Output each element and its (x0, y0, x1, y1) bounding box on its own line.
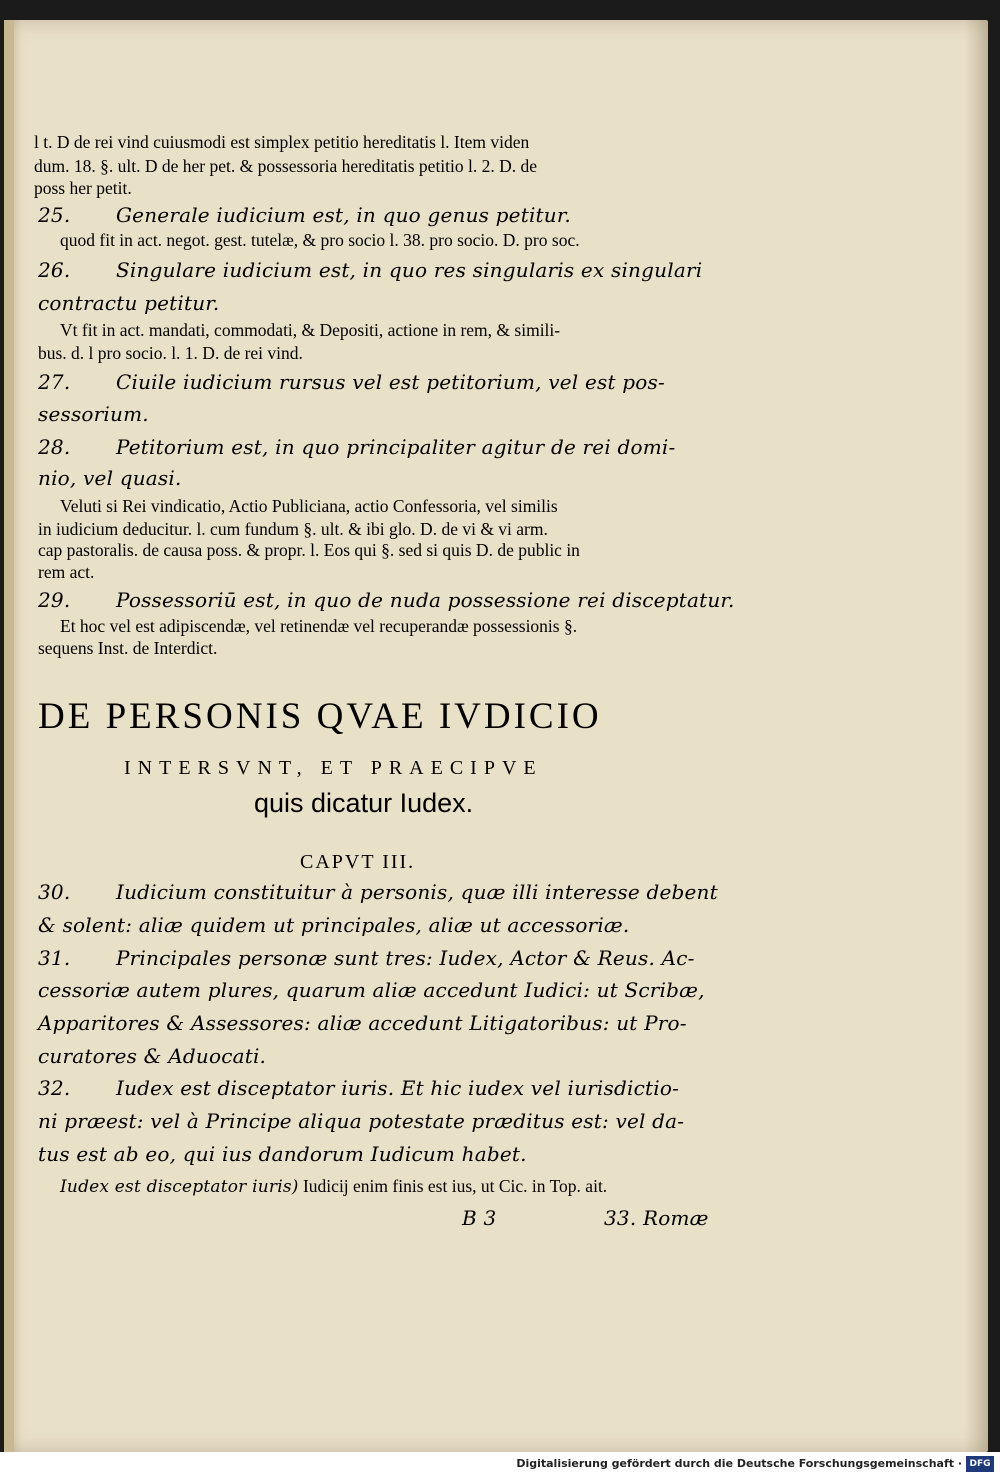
numbered-item-26 (38, 260, 702, 280)
text-line: sessorium. (38, 402, 149, 426)
numbered-item-32 (38, 1078, 679, 1098)
signature-mark: B 3 (462, 1206, 497, 1230)
text-line: bus. d. l pro socio. l. 1. D. de rei vind. (38, 343, 303, 363)
funding-notice: Digitalisierung gefördert durch die Deutsche Forschungsgemeinschaft · (516, 1457, 962, 1470)
numbered-item-31 (38, 948, 695, 968)
item-text: Generale iudicium est, in quo genus petitur. (116, 203, 571, 227)
text-line: Et hoc vel est adipiscendæ, vel retinendæ vel recuperandæ possessionis §. (60, 616, 578, 636)
numbered-item-30 (38, 882, 718, 902)
text-line: cessoriæ autem plures, quarum aliæ accedunt Iudici: ut Scribæ, (38, 978, 705, 1002)
text-line: ni præest: vel à Principe aliqua potestate præditus est: vel da- (38, 1109, 685, 1133)
item-number: 29. (38, 588, 71, 612)
text-line: rem act. (38, 562, 95, 582)
commentary-text: Iudicij enim finis est ius, ut Cic. in Top. ait. (298, 1176, 608, 1196)
item-number: 27. (38, 370, 71, 394)
item-text: Iudex est disceptator iuris. Et hic iudex vel iurisdictio- (116, 1076, 680, 1100)
item-text: Possessoriū est, in quo de nuda possessione rei disceptatur. (116, 588, 735, 612)
text-line: curatores & Aduocati. (38, 1044, 267, 1068)
item-text: Petitorium est, in quo principaliter agitur de rei domi- (116, 435, 676, 459)
text-line: dum. 18. §. ult. D de her pet. & possessoria hereditatis petitio l. 2. D. de (34, 156, 538, 176)
text-line: quod fit in act. negot. gest. tutelæ, & pro socio l. 38. pro socio. D. pro soc. (60, 230, 580, 250)
text-line: Apparitores & Assessores: aliæ accedunt Litigatoribus: ut Pro- (38, 1011, 687, 1035)
numbered-item-29 (38, 590, 735, 610)
text-line: & solent: aliæ quidem ut principales, aliæ ut accessoriæ. (38, 913, 630, 937)
page-edge (4, 20, 14, 1452)
item-number: 28. (38, 435, 71, 459)
catchword: 33. Romæ (604, 1206, 709, 1230)
text-line: in iudicium deducitur. l. cum fundum §. ult. & ibi glo. D. de vi & vi arm. (38, 519, 548, 539)
item-text: Ciuile iudicium rursus vel est petitorium, vel est pos- (116, 370, 665, 394)
item-number: 30. (38, 880, 71, 904)
text-line: Vt fit in act. mandati, commodati, & Depositi, actione in rem, & simili- (60, 320, 561, 340)
item-number: 31. (38, 946, 71, 970)
chapter-heading: DE PERSONIS QVAE IVDICIO (38, 696, 602, 737)
chapter-subheading: INTERSVNT, ET PRAECIPVE (124, 757, 543, 779)
item-text: Iudicium constituitur à personis, quæ illi interesse debent (116, 880, 718, 904)
item-text: Principales personæ sunt tres: Iudex, Actor & Reus. Ac- (116, 946, 695, 970)
numbered-item-28 (38, 437, 675, 457)
dfg-logo: DFG (966, 1456, 994, 1472)
item-number: 32. (38, 1076, 71, 1100)
commentary-lemma: Iudex est disceptator iuris) (60, 1177, 299, 1197)
text-line: cap pastoralis. de causa poss. & propr. l. Eos qui §. sed si quis D. de public in (38, 540, 580, 560)
commentary-line (60, 1178, 607, 1196)
text-line: contractu petitur. (38, 291, 220, 315)
chapter-subtitle: quis dicatur Iudex. (254, 788, 474, 818)
caput-label: CAPVT III. (300, 851, 416, 873)
text-line: Veluti si Rei vindicatio, Actio Publiciana, actio Confessoria, vel similis (60, 496, 558, 516)
numbered-item-25 (38, 205, 571, 225)
text-line: tus est ab eo, qui ius dandorum Iudicum habet. (38, 1142, 527, 1166)
item-number: 26. (38, 258, 71, 282)
text-line: l t. D de rei vind cuiusmodi est simplex petitio hereditatis l. Item viden (34, 132, 530, 152)
book-page (4, 20, 988, 1452)
item-number: 25. (38, 203, 71, 227)
text-line: nio, vel quasi. (38, 466, 182, 490)
text-line: sequens Inst. de Interdict. (38, 638, 218, 658)
numbered-item-27 (38, 372, 665, 392)
item-text: Singulare iudicium est, in quo res singularis ex singulari (116, 258, 703, 282)
footer-bar (0, 1452, 1000, 1478)
text-line: poss her petit. (34, 178, 132, 198)
